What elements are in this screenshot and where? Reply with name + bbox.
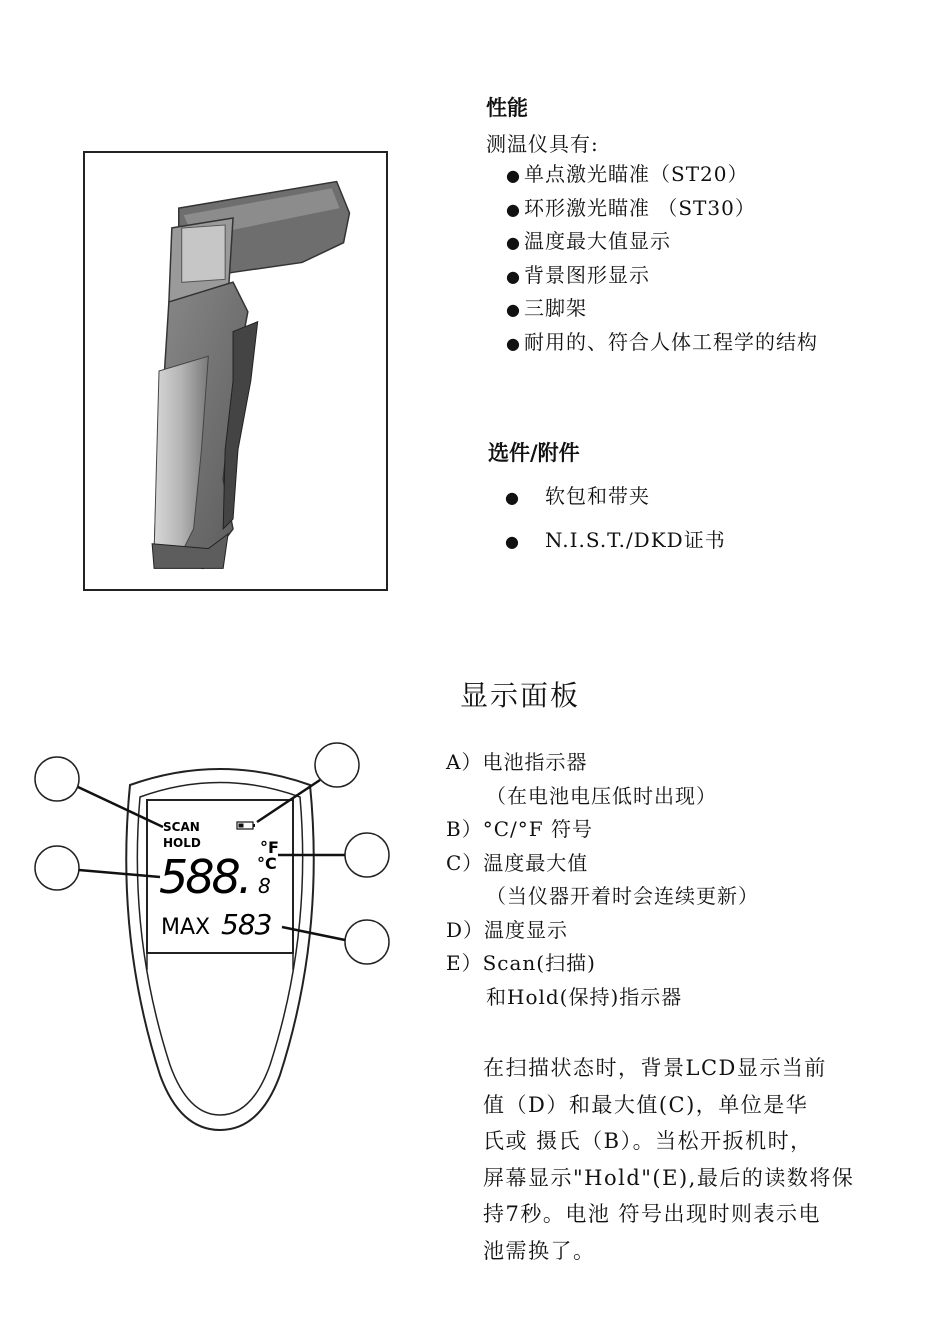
list-item: ● 三脚架 xyxy=(506,292,818,326)
lcd-decimal-digit: 8 xyxy=(258,874,271,898)
lcd-hold-label: HOLD xyxy=(163,836,201,850)
description-line: 值（D）和最大值(C)，单位是华 xyxy=(483,1092,809,1117)
options-list xyxy=(505,474,726,562)
description-line: 屏幕显示"Hold"(E),最后的读数将保 xyxy=(483,1165,855,1190)
display-panel-title: 显示面板 xyxy=(460,679,581,712)
lcd-max-label: MAX xyxy=(161,915,211,940)
panel-item-e: E）Scan(扫描) xyxy=(446,951,596,975)
list-item: ● 温度最大值显示 xyxy=(506,225,818,259)
thermometer-illustration xyxy=(85,153,386,589)
features-list xyxy=(506,158,818,359)
display-panel-items xyxy=(446,746,759,1014)
panel-item-e-note: 和Hold(保持)指示器 xyxy=(486,984,683,1009)
bullet-icon: ● xyxy=(506,333,521,353)
list-item: ● 单点激光瞄准（ST20） xyxy=(506,158,818,192)
bullet-icon: ● xyxy=(506,199,521,219)
product-photo xyxy=(83,151,388,591)
panel-item-a: A）电池指示器 xyxy=(446,750,588,774)
panel-item-c-note: （当仪器开着时会连续更新） xyxy=(486,884,759,908)
callout-circle-a xyxy=(315,743,359,787)
bullet-icon: ● xyxy=(505,488,520,507)
display-panel-description xyxy=(483,1050,854,1269)
bullet-icon: ● xyxy=(506,266,521,286)
features-title: 性能 xyxy=(486,96,528,120)
features-intro: 测温仪具有: xyxy=(486,132,599,156)
callout-circle-c xyxy=(345,920,389,964)
bullet-icon: ● xyxy=(505,532,520,551)
bullet-icon: ● xyxy=(506,233,521,252)
lcd-main-reading: 588. xyxy=(159,850,250,904)
description-line: 池需换了。 xyxy=(483,1238,596,1263)
panel-item-a-note: （在电池电压低时出现） xyxy=(486,783,717,808)
list-item: ● 软包和带夹 xyxy=(505,474,726,518)
list-item: ● 背景图形显示 xyxy=(506,259,818,293)
lcd-diagram-svg xyxy=(20,735,420,1135)
lcd-unit-c: °C xyxy=(257,854,277,873)
bullet-icon: ● xyxy=(506,300,521,319)
lcd-unit-f: °F xyxy=(260,838,279,857)
callout-circle-d xyxy=(35,846,79,890)
options-title: 选件/附件 xyxy=(488,441,580,465)
description-line: 氏或 摄氏（B）。当松开扳机时， xyxy=(483,1129,813,1153)
description-line: 持7秒。电池 符号出现时则表示电 xyxy=(483,1202,822,1226)
description-line: 在扫描状态时，背景LCD显示当前 xyxy=(483,1056,827,1080)
callout-circle-b xyxy=(345,833,389,877)
list-item: ● 耐用的、符合人体工程学的结构 xyxy=(506,326,818,360)
lcd-max-reading: 583 xyxy=(221,908,272,941)
bullet-icon: ● xyxy=(506,166,521,185)
panel-item-c: C）温度最大值 xyxy=(446,850,589,875)
panel-item-d: D）温度显示 xyxy=(446,917,569,942)
list-item: ● N.I.S.T./DKD证书 xyxy=(505,518,726,562)
lcd-diagram xyxy=(20,735,420,1135)
lcd-scan-label: SCAN xyxy=(163,820,200,834)
panel-item-b: B）°C/°F 符号 xyxy=(446,817,593,841)
list-item: ● 环形激光瞄准 （ST30） xyxy=(506,192,818,226)
callout-circle-e xyxy=(35,757,79,801)
